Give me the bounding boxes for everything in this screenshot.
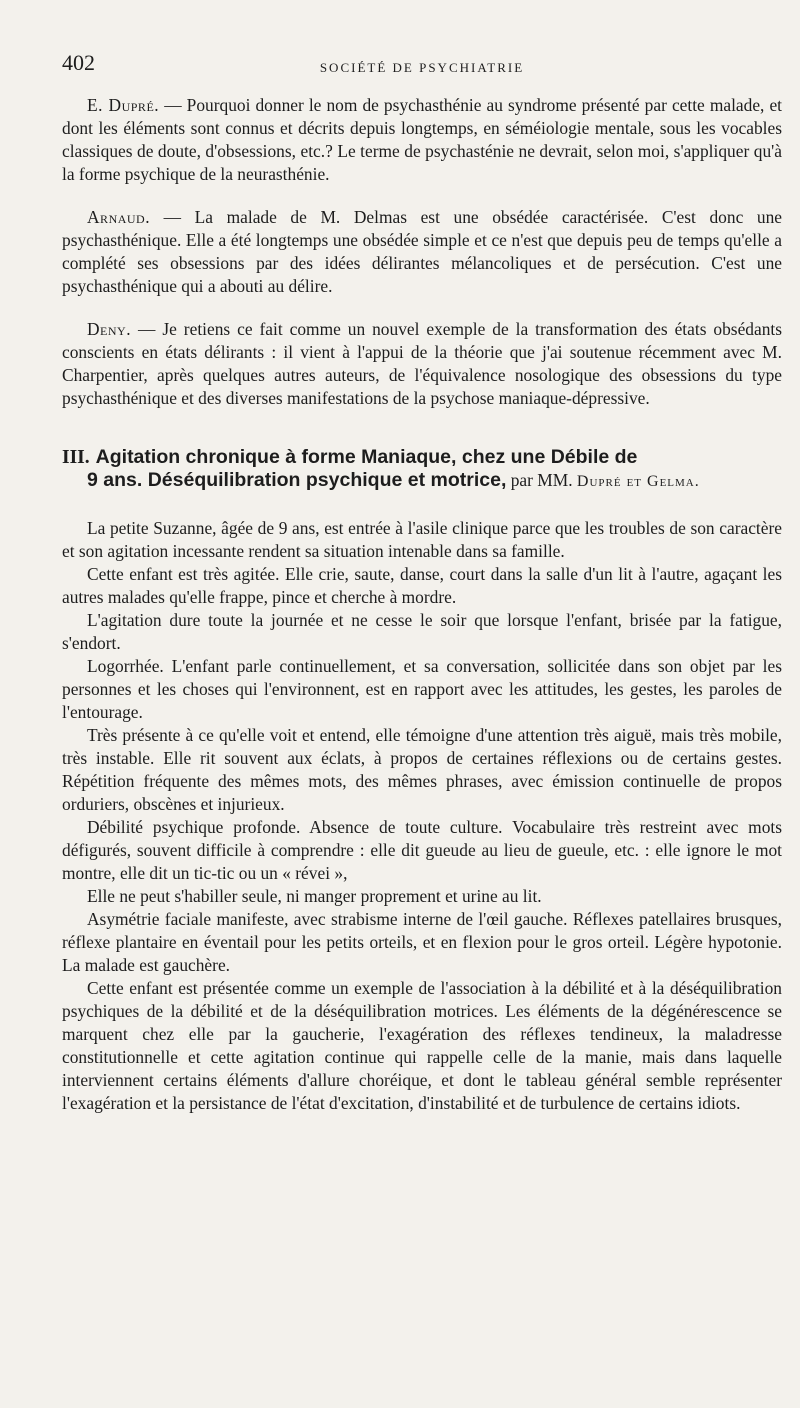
paragraph: Asymétrie faciale manifeste, avec strabisme interne de l'œil gauche. Réflexes patellaires brusques, réflexe plantaire en éventail pour les petits orteils, et en flexion pour le gros orteil. Légère hypotonie. La malade est gauchère. bbox=[62, 909, 782, 975]
section-heading bbox=[62, 446, 782, 493]
paragraph: Elle ne peut s'habiller seule, ni manger proprement et urine au lit. bbox=[87, 886, 542, 906]
speaker-remark: — Pourquoi donner le nom de psychasthénie au syndrome présenté par cette malade, et dont les éléments sont connus et décrits depuis longtemps, en séméiologie mentale, sous les vocables classiques de doute, d'obsessions, etc.? Le terme de psychasténie ne devrait, selon moi, s'appliquer qu'à la forme psychique de la neurasthénie. bbox=[62, 95, 782, 184]
paragraph: Cette enfant est présentée comme un exemple de l'association à la débilité et à la déséquilibration psychiques de la débilité et de la déséquilibration motrices. Les éléments de la dégénérescence se marquent chez elle par la gaucherie, l'exagération des réflexes tendineux, la maladresse constitutionnelle et cette agitation continue qui rappelle celle de la manie, mais dans laquelle interviennent certains éléments d'allure choréique, et dont le tableau général semble représenter l'exagération et la persistance de l'état d'excitation, d'instabilité et de turbulence de certains idiots. bbox=[62, 978, 782, 1113]
document-page bbox=[62, 50, 782, 1115]
paragraph: Débilité psychique profonde. Absence de toute culture. Vocabulaire très restreint avec mots défigurés, souvent difficile à comprendre : elle dit gueude au lieu de gueule, etc. : elle ignore le mot montre, elle dit un tic-tic ou un « révei », bbox=[62, 817, 782, 883]
section-title-line-1: Agitation chronique à forme Maniaque, chez une Débile de bbox=[95, 446, 638, 468]
discussion-entry bbox=[62, 94, 782, 186]
section-par: par MM. bbox=[506, 470, 577, 490]
paragraph: L'agitation dure toute la journée et ne cesse le soir que lorsque l'enfant, brisée par la fatigue, s'endort. bbox=[62, 610, 782, 653]
page-number: 402 bbox=[62, 50, 95, 75]
speaker-name: Arnaud. bbox=[87, 207, 151, 227]
paragraph: La petite Suzanne, âgée de 9 ans, est entrée à l'asile clinique parce que les troubles de son caractère et son agitation incessante rendent sa situation intenable dans sa famille. bbox=[62, 518, 782, 561]
speaker-name: E. Dupré. bbox=[87, 95, 160, 115]
section-number: III. bbox=[62, 447, 90, 468]
speaker-name: Deny. bbox=[87, 319, 132, 339]
speaker-remark: — Je retiens ce fait comme un nouvel exemple de la transformation des états obsédants conscients en états délirants : il vient à l'appui de la théorie que j'ai soutenue récemment avec M. Charpentier, après quelques autres auteurs, de l'équivalence nosologique des obsessions du type psychasthénique et des diverses manifestations de la psychose maniaque-dépressive. bbox=[62, 319, 782, 408]
section-title-line-2: 9 ans. Déséquilibration psychique et motrice, bbox=[87, 469, 507, 491]
discussion-entry bbox=[62, 206, 782, 298]
running-head bbox=[62, 50, 782, 80]
journal-title: SOCIÉTÉ DE PSYCHIATRIE bbox=[319, 60, 525, 75]
paragraph: Logorrhée. L'enfant parle continuellement, et sa conversation, sollicitée dans son objet par les personnes et les choses qui l'environnent, est en rapport avec les attitudes, les gestes, les paroles de l'entourage. bbox=[62, 656, 782, 722]
discussion-entry bbox=[62, 318, 782, 410]
paragraph: Cette enfant est très agitée. Elle crie, saute, danse, court dans la salle d'un lit à l'autre, agaçant les autres malades qu'elle frappe, pince et cherche à mordre. bbox=[62, 564, 782, 607]
section-authors: Dupré et Gelma. bbox=[576, 473, 700, 490]
case-report bbox=[62, 517, 782, 1115]
paragraph: Très présente à ce qu'elle voit et entend, elle témoigne d'une attention très aiguë, mais très mobile, très instable. Elle rit souvent aux éclats, à propos de certaines réflexions ou de certains gestes. Répétition fréquente des mêmes mots, des mêmes phrases, avec émission continuelle de propos orduriers, obscènes et injurieux. bbox=[62, 725, 782, 814]
speaker-remark: — La malade de M. Delmas est une obsédée caractérisée. C'est donc une psychasthénique. Elle a été longtemps une obsédée simple et ce n'est que depuis peu de temps qu'elle a complété ses obsessions par des idées délirantes mélancoliques et de persécution. C'est une psychasthénique qui a abouti au délire. bbox=[62, 207, 782, 296]
discussion bbox=[62, 94, 782, 410]
